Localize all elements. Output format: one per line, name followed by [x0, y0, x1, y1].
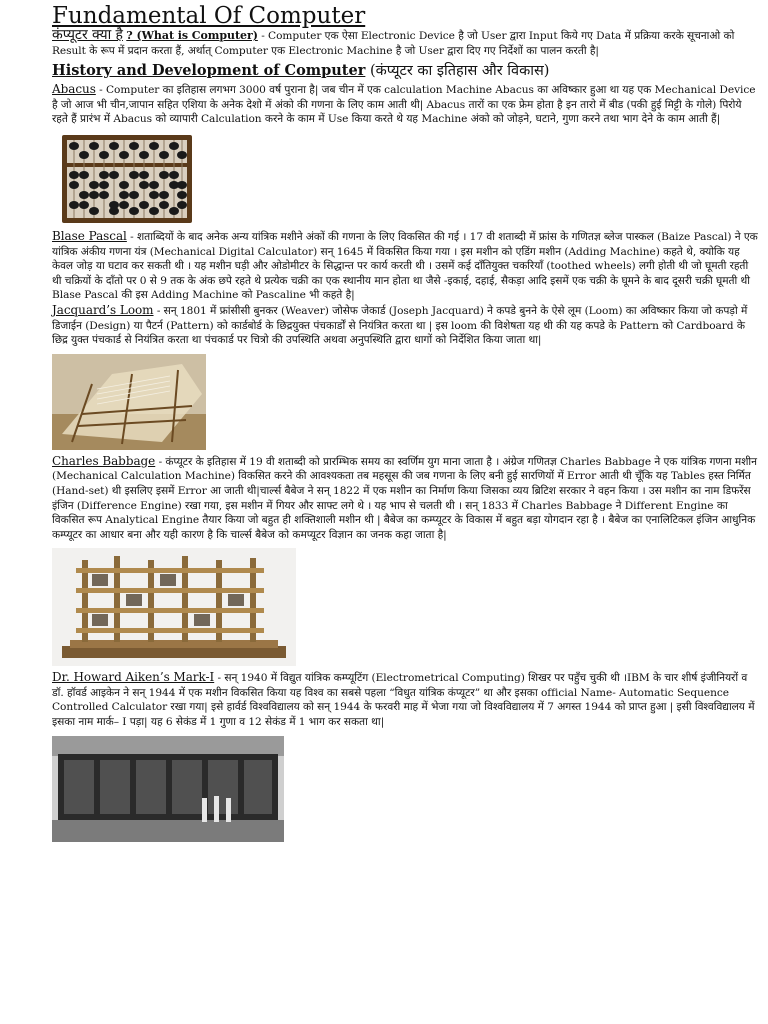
- abacus-image: [60, 133, 194, 225]
- howard-aiken-paragraph: [52, 670, 758, 729]
- jacquard-loom-paragraph: [52, 303, 758, 348]
- howard-aiken-body: - सन् 1940 में विद्युत यांत्रिक कम्प्यूटिंग (Electrometrical Computing) शिखर पर पहुँच चुकी थी ।IBM के चार शीर्ष इंजीनियरों व डॉ. हॉवर्ड आइकेन ने सन् 1944 में एक मशीन विकसित किया यह विश्व का सबसे पहला “विधुत यांत्रिक कंप्यूटर” था और इसका official Name- Automatic Sequence Controlled Calculator रखा गया| इसे हार्वर्ड विश्वविद्यालय को सन् 1944 के फरवरी माह में भेजा गया जो विश्वविद्यालय में 7 अगस्त 1944 को प्राप्त हुआ | इसी विश्वविद्यालय में इसका नाम मार्क– I पड़ा| यह 6 सेकंड में 1 गुणा व 12 सेकंड में 1 भाग कर सकता था|: [52, 672, 755, 729]
- what-is-heading-english: ? (What is Computer): [126, 29, 258, 42]
- abacus-heading: Abacus: [52, 82, 96, 97]
- jacquard-loom-heading: Jacquard’s Loom: [52, 302, 154, 317]
- charles-babbage-body: - कंप्यूटर के इतिहास में 19 वी शताब्दी को प्रारम्भिक समय का स्वर्णिम युग माना जाता है । अंग्रेज गणितज्ञ Charles Babbage ने एक यांत्रिक गणना मशीन (Mechanical Calculation Machine) विकसित करने की आवश्यकता तब महसूस की जब गणना के लिए बनी हुई सारणियों में Error आती थी चूँकि यह Tables हस्त निर्मित (Hand-set) थी इसलिए इसमें Error आ जाती थी|चार्ल्स बैबेज ने सन् 1822 में एक मशीन का निर्माण किया जिसका व्यय ब्रिटिश सरकार ने वहन किया । उस मशीन का नाम डिफरेंस इंजिन (Difference Engine) रखा गया, इस मशीन में गियर और साफ्ट लगे थे । यह भाप से चलती थी । सन् 1833 में Charles Babbage ने Different Engine का विकसित रूप Analytical Engine तैयार किया जो बहुत ही शक्तिशाली मशीन थी | बैबेज का कम्प्यूटर के विकास में बहुत बड़ा योगदान रहा है । बैबेज का एनालिटिकल इंजिन आधुनिक कम्प्यूटर का आधार बना और यही कारण है कि चार्ल्स बैबेज को कमप्यूटर विज्ञान का जनक कहा जाता है|: [52, 455, 757, 541]
- history-heading-hindi: (कंप्यूटर का इतिहास और विकास): [365, 63, 550, 80]
- abacus-body: - Computer का इतिहास लगभग 3000 वर्ष पुराना है| जब चीन में एक calculation Machine Abacus का अविष्कार हुआ था यह एक Mechanical Device है जो आज भी चीन,जापान सहित एशिया के अनेक देशो में अंको की गणना के लिए काम आती थी| Abacus तारों का एक फ्रेम होता है इन तारो में बीड (पकी हुई मिट्टी के गोले) पिरोये रहते हैं प्रारंभ में Abacus को व्यापारी Calculation करने के काम में Use किया करते थे यह Machine अंको को जोड़ने, घटाने, गुणा करने तथा भाग देने के काम आती हैं|: [52, 84, 756, 126]
- blase-pascal-heading: Blase Pascal: [52, 228, 127, 243]
- mark-i-image: [52, 736, 284, 842]
- history-heading: [52, 62, 758, 80]
- charles-babbage-paragraph: [52, 454, 758, 543]
- page-title: Fundamental Of Computer: [52, 3, 366, 29]
- abacus-paragraph: [52, 82, 758, 127]
- blase-pascal-body: - शताब्दियों के बाद अनेक अन्य यांत्रिक मशीने अंकों की गणना के लिए विकसित की गई । 17 वी शताब्दी में फ्रांस के गणितज्ञ ब्लेज पास्कल (Baize Pascal) ने एक यांत्रिक अंकीय गणना यंत्र (Mechanical Digital Calculator) सन् 1645 में विकसित किया गया । इस मशीन को एडिंग मशीन (Adding Machine) कहते थे, क्योकि यह केवल जोड़ या घटाव कर सकती थी । यह मशीन घड़ी और ओडोमीटर के सिद्धान्त पर कार्य करती थी । उसमें कई दाँतियुक्त चकरियाँ (toothed wheels) लगी होती थी जो घूमती रहती थी चक्रियों के दाँतो पर 0 से 9 तक के अंक छपे रहते थे प्रत्येक चक्री का एक स्थानीय मान होता था जैसे -इकाई, दहाई, सैकड़ा आदि इसमें एक चक्री के घूमने के बाद दूसरी चक्री घूमती थी Blase Pascal की इस Adding Machine को Pascaline भी कहते है|: [52, 230, 758, 302]
- what-is-computer-paragraph: [52, 28, 758, 58]
- what-is-body: - Computer एक ऐसा Electronic Device है जो User द्वारा Input किये गए Data में प्रक्रिया करके सूचनाओ को Result के रूप में प्रदान करता हैं, अर्थात् Computer एक Electronic Machine है जो User द्वारा दिए गए निर्देशों का पालन करती है|: [52, 30, 735, 57]
- blase-pascal-paragraph: [52, 229, 758, 303]
- jacquard-loom-body: - सन् 1801 में फ्रांसीसी बुनकर (Weaver) जोसेफ जेकार्ड (Joseph Jacquard) ने कपडे बुनने के ऐसे लूम (Loom) का अविष्कार किया जो कपड़ो में डिजाईन (Design) या पैटर्न (Pattern) को कार्डबोर्ड के छिद्रयुक्त पंचकार्डों से नियंत्रित करता था | इस loom की विशेषता यह थी की यह कपडे के Pattern को Cardboard के छिद्र युक्त पंचकार्ड से नियंत्रित करता था पंचकार्ड पर चित्रो की उपस्थिति अथवा अनुपस्थिति द्वारा धागों को निर्देशित किया जाता था|: [52, 304, 748, 347]
- history-heading-english: History and Development of Computer: [52, 62, 366, 80]
- difference-engine-image: [52, 548, 296, 666]
- document-page: [52, 4, 758, 846]
- charles-babbage-heading: Charles Babbage: [52, 453, 156, 468]
- jacquard-loom-image: [52, 354, 206, 450]
- howard-aiken-heading: Dr. Howard Aiken’s Mark-I: [52, 670, 215, 685]
- what-is-heading-hindi: कंप्यूटर क्या है: [52, 27, 123, 43]
